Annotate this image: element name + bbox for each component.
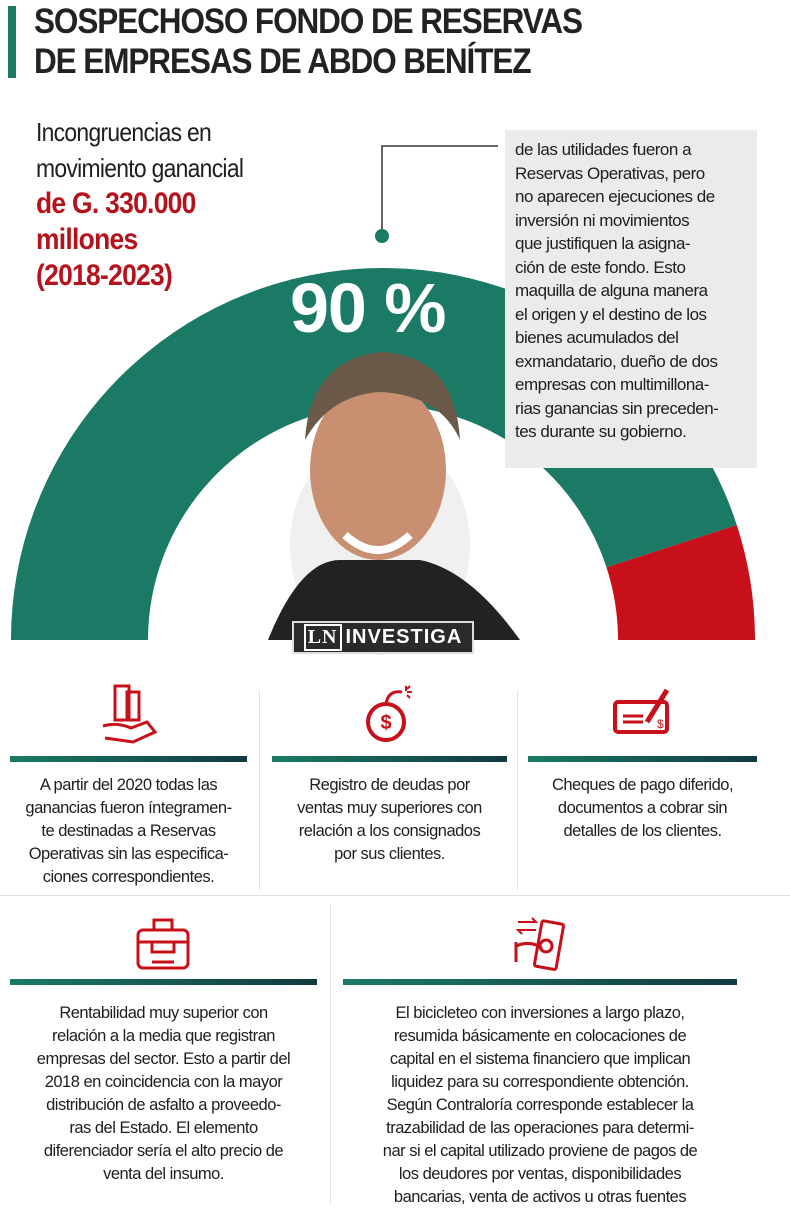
ln-investiga-badge: [292, 621, 474, 654]
item-text: [2, 774, 255, 889]
callout-line: tes durante su gobierno.: [515, 422, 687, 441]
badge-ln: LN: [304, 624, 342, 651]
callout-line: rias ganancias sin preceden-: [515, 398, 719, 418]
period-text: (2018-2023): [36, 259, 173, 292]
item-text-line: capital en el sistema financiero que implican: [389, 1050, 691, 1068]
item-text-line: ras del Estado. El elemento: [69, 1119, 258, 1137]
item-text-line: documentos a cobrar sin: [557, 799, 728, 817]
callout-line: exmandatario, dueño de dos: [515, 351, 718, 371]
svg-text:$: $: [379, 712, 392, 734]
money-bomb-icon: [358, 682, 422, 746]
section-bar: [343, 979, 737, 985]
section-bar: [10, 979, 317, 985]
callout-line: que justifiquen la asigna-: [515, 234, 691, 253]
item-text-line: los deudores por ventas, disponibilidades: [398, 1165, 682, 1183]
briefcase-money-icon: [132, 912, 196, 976]
item-text: [2, 1002, 325, 1186]
callout-line: de las utilidades fueron a: [515, 140, 692, 159]
divider: [330, 905, 331, 1205]
item-text-line: Rentabilidad muy superior con: [59, 1004, 268, 1022]
item-text-line: empresas del sector. Esto a partir del: [36, 1050, 291, 1068]
item-text-line: 2018 en coincidencia con la mayor: [44, 1073, 283, 1091]
subtitle-line: movimiento ganancial: [36, 153, 244, 183]
divider: [259, 690, 260, 890]
amount-unit: millones: [36, 223, 138, 256]
item-text-line: detalles de los clientes.: [563, 822, 722, 840]
item-text-line: por sus clientes.: [334, 845, 445, 863]
item-text-line: Cheques de pago diferido,: [551, 776, 734, 794]
item-text-line: resumida básicamente en colocaciones de: [393, 1027, 687, 1045]
callout-line: el origen y el destino de los: [515, 304, 707, 324]
check-pen-icon: [611, 682, 675, 746]
section-bar: [272, 756, 507, 762]
item-text-line: bancarias, venta de activos u otras fuentes: [393, 1188, 687, 1206]
callout-line: inversión ni movimientos: [515, 210, 690, 230]
title-line: SOSPECHOSO FONDO DE RESERVAS: [34, 2, 582, 41]
item-text-line: relación a la media que registran: [52, 1027, 275, 1045]
item-text-line: liquidez para su correspondiente obtención.: [391, 1073, 689, 1091]
item-text-line: diferenciador sería el alto precio de: [43, 1142, 284, 1160]
callout-box: [505, 130, 757, 468]
callout-leader-line: [382, 146, 498, 232]
item-text-line: ciones correspondientes.: [42, 868, 215, 886]
callout-line: maquilla de alguna manera: [515, 281, 708, 300]
callout-line: Reservas Operativas, pero: [515, 163, 705, 183]
item-text-line: A partir del 2020 todas las: [39, 776, 218, 794]
subtitle-line: Incongruencias en: [36, 117, 212, 147]
callout-dot: [375, 229, 389, 243]
item-text-line: Según Contraloría corresponde establecer la: [386, 1096, 694, 1114]
section-bar: [10, 756, 247, 762]
percent-label: 90 %: [290, 269, 446, 347]
divider: [0, 895, 790, 896]
item-text: [520, 774, 765, 843]
badge-text: INVESTIGA: [345, 626, 463, 648]
item-text-line: ventas muy superiores con: [297, 799, 482, 817]
item-text-line: te destinadas a Reservas: [41, 822, 216, 840]
item-text-line: relación a los consignados: [298, 822, 481, 840]
callout-line: bienes acumulados del: [515, 328, 679, 347]
item-text-line: venta del insumo.: [103, 1165, 224, 1183]
subtitle: [36, 114, 243, 294]
item-text-line: Operativas sin las especifica-: [28, 845, 229, 863]
callout-line: empresas con multimillona-: [515, 375, 709, 394]
item-text-line: nar si el capital utilizado proviene de pagos de: [382, 1142, 698, 1160]
item-text-line: Registro de deudas por: [309, 776, 470, 794]
title-line: DE EMPRESAS DE ABDO BENÍTEZ: [34, 42, 531, 81]
section-bar: [528, 756, 757, 762]
item-text-line: ganancias fueron íntegramen-: [25, 799, 232, 817]
item-text: [335, 1002, 745, 1209]
item-text-line: distribución de asfalto a proveedo-: [46, 1096, 281, 1114]
divider: [517, 690, 518, 890]
callout-line: ción de este fondo. Esto: [515, 257, 686, 277]
item-text-line: trazabilidad de las operaciones para determi-: [386, 1119, 694, 1137]
amount-text: de G. 330.000: [36, 187, 196, 220]
svg-text:$: $: [656, 717, 664, 731]
cash-exchange-icon: [508, 912, 572, 976]
callout-line: no aparecen ejecuciones de: [515, 187, 715, 206]
item-text-line: El bicicleteo con inversiones a largo plazo,: [395, 1004, 685, 1022]
item-text: [264, 774, 515, 866]
buildings-hand-icon: [97, 682, 161, 746]
